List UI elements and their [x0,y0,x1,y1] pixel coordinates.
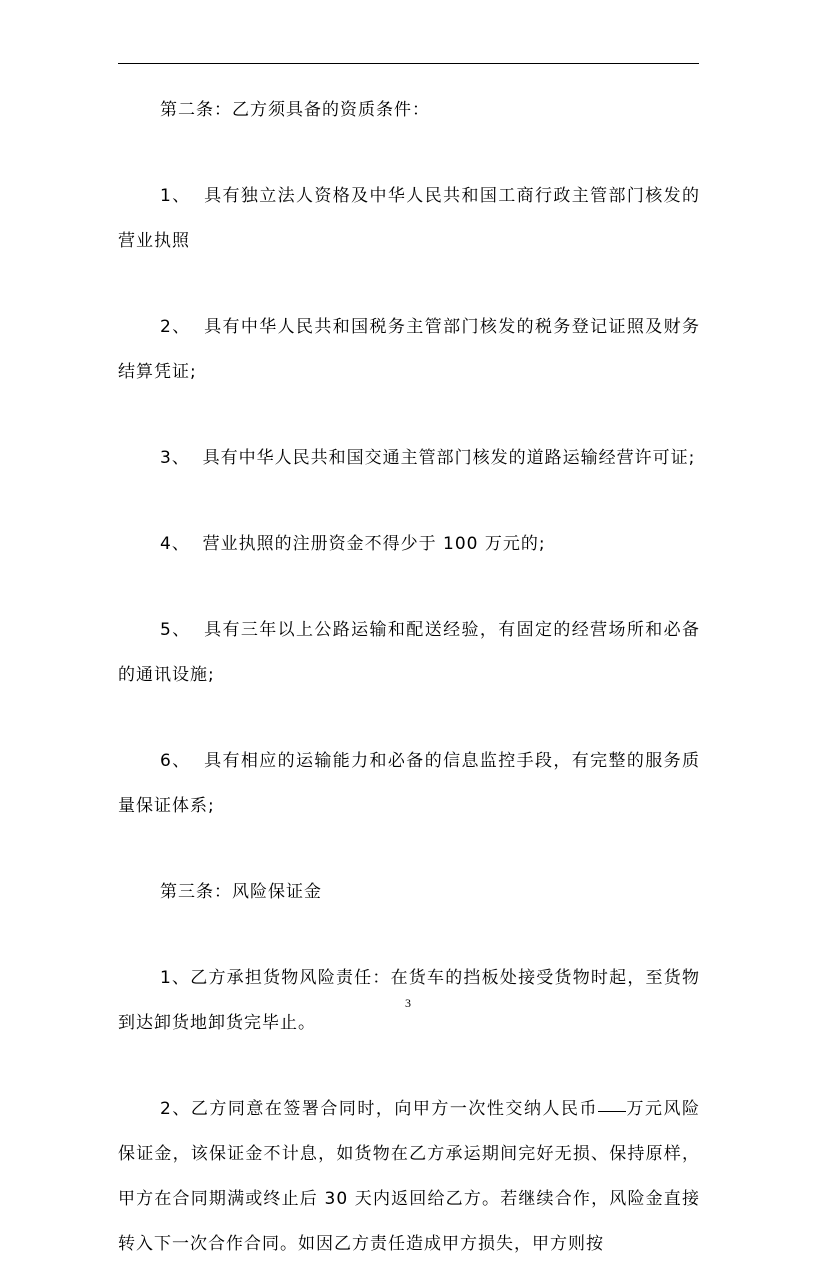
risk-clause-2-end: 万元风险保证金，该保证金不计息，如货物在乙方承运期间完好无损、保持原样，甲方在合同期满或终止后 30 天内返回给乙方。若继续合作，风险金直接转入下一次合作合同。如因乙方责任造成甲方损失，甲方则按 [118,1099,700,1254]
header-rule [118,63,699,64]
document-body [118,88,700,1267]
qualification-item-4: 4、 营业执照的注册资金不得少于 100 万元的; [160,534,546,554]
qualification-item-5: 5、 具有三年以上公路运输和配送经验，有固定的经营场所和必备的通讯设施; [118,620,700,685]
risk-clause-1: 1、乙方承担货物风险责任：在货车的挡板处接受货物时起，至货物到达卸货地卸货完毕止。 [118,968,700,1033]
qualification-item-2: 2、 具有中华人民共和国税务主管部门核发的税务登记证照及财务结算凭证; [118,317,700,382]
article-3-heading: 第三条：风险保证金 [160,882,322,902]
risk-clause-2 [118,1087,700,1267]
qualification-item-3: 3、 具有中华人民共和国交通主管部门核发的道路运输经营许可证; [160,448,696,468]
article-2-heading: 第二条：乙方须具备的资质条件： [160,100,430,120]
qualification-item-6: 6、 具有相应的运输能力和必备的信息监控手段，有完整的服务质量保证体系; [118,751,700,816]
qualification-item-1: 1、 具有独立法人资格及中华人民共和国工商行政主管部门核发的营业执照 [118,186,700,251]
amount-blank [598,1110,626,1112]
risk-clause-2-start: 2、乙方同意在签署合同时，向甲方一次性交纳人民币 [160,1099,598,1119]
page-number: 3 [405,996,411,1010]
